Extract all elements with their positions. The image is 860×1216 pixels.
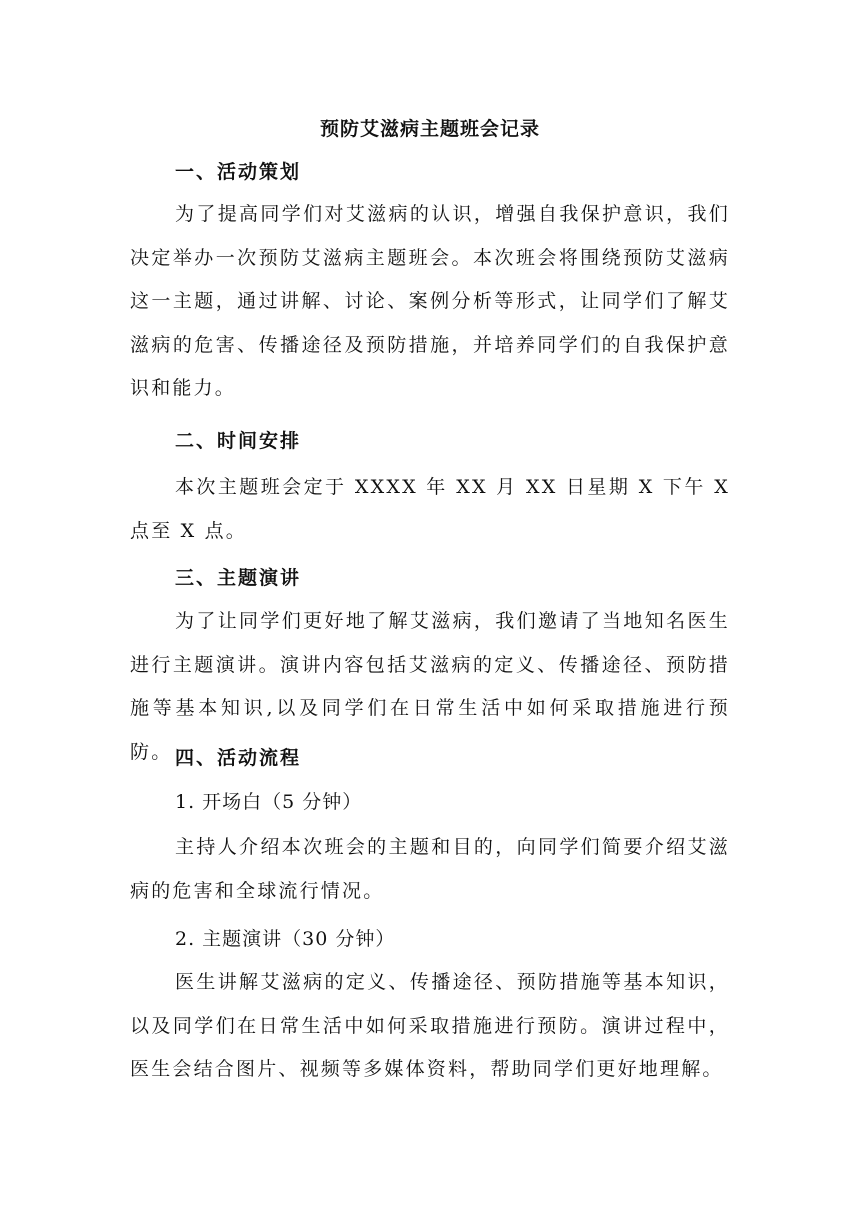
step-paragraph-opening: 主持人介绍本次班会的主题和目的，向同学们简要介绍艾滋病的危害和全球流行情况。	[130, 836, 730, 902]
document-page	[130, 0, 730, 1216]
section-paragraph-speech: 为了让同学们更好地了解艾滋病，我们邀请了当地知名医生进行主题演讲。演讲内容包括艾滋病的定义、传播途径、预防措施等基本知识,以及同学们在日常生活中如何采取措施进行预防。	[130, 610, 730, 763]
section-heading-planning: 一、活动策划	[175, 161, 302, 183]
document-title: 预防艾滋病主题班会记录	[319, 118, 540, 140]
section-paragraph-schedule: 本次主题班会定于 XXXX 年 XX 月 XX 日星期 X 下午 X 点至 X 点。	[130, 476, 730, 542]
section-heading-schedule: 二、时间安排	[175, 430, 302, 452]
step-label-speech: 2. 主题演讲（30 分钟）	[175, 928, 396, 950]
step-paragraph-speech: 医生讲解艾滋病的定义、传播途径、预防措施等基本知识，以及同学们在日常生活中如何采取措施进行预防。演讲过程中，医生会结合图片、视频等多媒体资料，帮助同学们更好地理解。	[130, 971, 730, 1080]
section-heading-speech: 三、主题演讲	[175, 567, 302, 589]
step-label-opening: 1. 开场白（5 分钟）	[175, 791, 363, 813]
section-heading-process: 四、活动流程	[175, 747, 302, 769]
section-paragraph-planning: 为了提高同学们对艾滋病的认识，增强自我保护意识，我们决定举办一次预防艾滋病主题班会。本次班会将围绕预防艾滋病这一主题，通过讲解、讨论、案例分析等形式，让同学们了解艾滋病的危害、传播途径及预防措施，并培养同学们的自我保护意识和能力。	[130, 203, 730, 399]
